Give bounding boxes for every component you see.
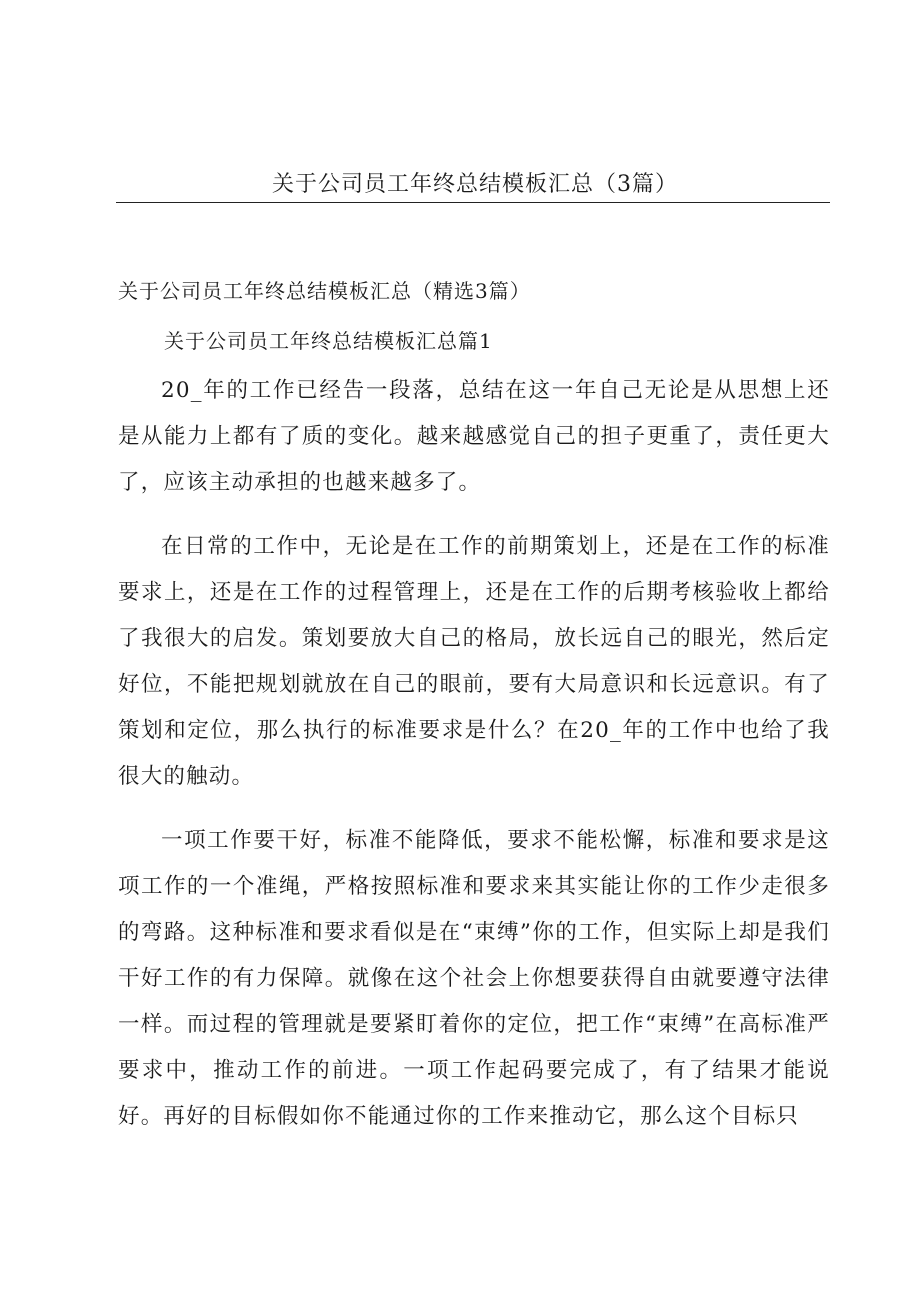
document-title: 关于公司员工年终总结模板汇总（3篇） bbox=[272, 172, 678, 197]
document-subtitle: 关于公司员工年终总结模板汇总（精选3篇） bbox=[118, 279, 531, 303]
paragraph: 20_年的工作已经告一段落，总结在这一年自己无论是从思想上还是从能力上都有了质的变化。越来越感觉自己的担子更重了，责任更大了，应该主动承担的也越来越多了。 bbox=[118, 378, 830, 495]
paragraph: 在日常的工作中，无论是在工作的前期策划上，还是在工作的标准要求上，还是在工作的过程管理上，还是在工作的后期考核验收上都给了我很大的启发。策划要放大自己的格局，放长远自己的眼光，然后定好位，不能把规划就放在自己的眼前，要有大局意识和长远意识。有了策划和定位，那么执行的标准要求是什么？在20_年的工作中也给了我很大的触动。 bbox=[118, 534, 830, 789]
title-underline bbox=[116, 202, 830, 203]
section-heading: 关于公司员工年终总结模板汇总篇1 bbox=[164, 329, 493, 353]
paragraph: 一项工作要干好，标准不能降低，要求不能松懈，标准和要求是这项工作的一个准绳，严格按照标准和要求来其实能让你的工作少走很多的弯路。这种标准和要求看似是在“束缚”你的工作，但实际上却是我们干好工作的有力保障。就像在这个社会上你想要获得自由就要遵守法律一样。而过程的管理就是要紧盯着你的定位，把工作“束缚”在高标准严要求中，推动工作的前进。一项工作起码要完成了，有了结果才能说好。再好的目标假如你不能通过你的工作来推动它，那么这个目标只 bbox=[118, 828, 830, 1129]
document-body bbox=[118, 368, 830, 1158]
